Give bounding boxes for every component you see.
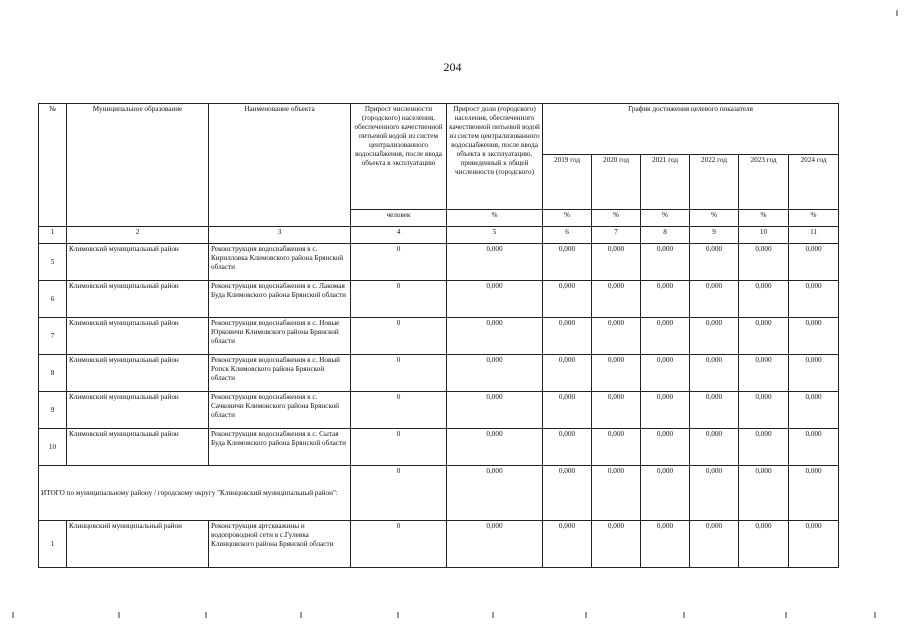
scan-artifact <box>683 612 685 618</box>
unit-year: % <box>690 210 739 227</box>
column-number: 8 <box>641 227 690 244</box>
unit-share: % <box>447 210 543 227</box>
total-label: ИТОГО по муниципальному району / городскому округу "Клинцовский муниципальный район": <box>39 466 351 521</box>
row-index: 6 <box>39 281 67 318</box>
header-population-growth: Прирост численности (городского) населения, обеспеченного качественной питьевой водой из систем централизованного водоснабжения, после ввода объекта в эксплуатацию <box>351 104 447 210</box>
row-municipality: Климовский муниципальный район <box>67 244 209 281</box>
unit-year: % <box>789 210 839 227</box>
table-row <box>39 392 839 429</box>
header-row-top <box>39 104 839 155</box>
row-share: 0,000 <box>447 521 543 568</box>
table-row <box>39 355 839 392</box>
column-number: 9 <box>690 227 739 244</box>
unit-year: % <box>592 210 641 227</box>
total-year-value: 0,000 <box>543 466 592 521</box>
column-number: 4 <box>351 227 447 244</box>
scan-artifact <box>12 612 14 618</box>
row-year-value: 0,000 <box>739 355 789 392</box>
row-year-value: 0,000 <box>543 429 592 466</box>
header-no: № <box>39 104 67 227</box>
column-number: 11 <box>789 227 839 244</box>
row-population: 0 <box>351 355 447 392</box>
row-object: Реконструкция водоснабжения в с. Сытая Буда Климовского района Брянской области <box>209 429 351 466</box>
header-year-2020: 2020 год <box>592 155 641 210</box>
header-schedule: График достижения целевого показателя <box>543 104 839 155</box>
row-object: Реконструкция водоснабжения в с. Новые Юрковичи Климовского района Брянской области <box>209 318 351 355</box>
row-population: 0 <box>351 429 447 466</box>
row-municipality: Климовский муниципальный район <box>67 318 209 355</box>
row-year-value: 0,000 <box>690 281 739 318</box>
row-share: 0,000 <box>447 244 543 281</box>
row-year-value: 0,000 <box>543 244 592 281</box>
row-year-value: 0,000 <box>739 281 789 318</box>
row-index: 8 <box>39 355 67 392</box>
row-object: Реконструкция водоснабжения в с. Новый Ропск Климовского района Брянской области <box>209 355 351 392</box>
total-year-value: 0,000 <box>592 466 641 521</box>
row-year-value: 0,000 <box>543 521 592 568</box>
row-year-value: 0,000 <box>690 318 739 355</box>
total-year-value: 0,000 <box>641 466 690 521</box>
header-year-2019: 2019 год <box>543 155 592 210</box>
row-year-value: 0,000 <box>690 355 739 392</box>
scan-artifact <box>300 612 302 618</box>
row-share: 0,000 <box>447 429 543 466</box>
row-year-value: 0,000 <box>592 318 641 355</box>
row-year-value: 0,000 <box>789 392 839 429</box>
row-year-value: 0,000 <box>592 392 641 429</box>
column-number: 5 <box>447 227 543 244</box>
row-index: 10 <box>39 429 67 466</box>
row-year-value: 0,000 <box>543 392 592 429</box>
row-share: 0,000 <box>447 281 543 318</box>
row-population: 0 <box>351 281 447 318</box>
row-year-value: 0,000 <box>592 429 641 466</box>
row-population: 0 <box>351 521 447 568</box>
row-object: Реконструкция водоснабжения в с. Сачковичи Климовского района Брянской области <box>209 392 351 429</box>
column-number: 7 <box>592 227 641 244</box>
row-year-value: 0,000 <box>789 429 839 466</box>
row-year-value: 0,000 <box>592 281 641 318</box>
total-population: 0 <box>351 466 447 521</box>
row-year-value: 0,000 <box>641 244 690 281</box>
row-year-value: 0,000 <box>641 355 690 392</box>
row-index: 1 <box>39 521 67 568</box>
row-year-value: 0,000 <box>641 281 690 318</box>
unit-population: человек <box>351 210 447 227</box>
row-index: 7 <box>39 318 67 355</box>
header-year-2024: 2024 год <box>789 155 839 210</box>
header-municipality: Муниципальное образование <box>67 104 209 227</box>
table-row <box>39 521 839 568</box>
total-row <box>39 466 839 521</box>
row-year-value: 0,000 <box>543 355 592 392</box>
row-year-value: 0,000 <box>592 355 641 392</box>
row-year-value: 0,000 <box>641 429 690 466</box>
row-year-value: 0,000 <box>690 244 739 281</box>
row-object: Реконструкция водоснабжения в с. Кирилловка Климовского района Брянской области <box>209 244 351 281</box>
column-number: 6 <box>543 227 592 244</box>
row-year-value: 0,000 <box>641 521 690 568</box>
row-year-value: 0,000 <box>739 392 789 429</box>
scan-artifact <box>896 10 898 16</box>
row-year-value: 0,000 <box>739 244 789 281</box>
row-municipality: Климовский муниципальный район <box>67 355 209 392</box>
row-year-value: 0,000 <box>789 318 839 355</box>
row-municipality: Климовский муниципальный район <box>67 392 209 429</box>
column-number: 10 <box>739 227 789 244</box>
row-year-value: 0,000 <box>592 244 641 281</box>
scan-artifact <box>118 612 120 618</box>
row-year-value: 0,000 <box>641 392 690 429</box>
row-population: 0 <box>351 244 447 281</box>
header-year-2023: 2023 год <box>739 155 789 210</box>
scan-artifact <box>785 612 787 618</box>
header-share-growth: Прирост доли (городского) населения, обеспеченного качественной питьевой водой из систем централизованного водоснабжения, после ввода объекта в эксплуатацию, приведенный к общей численности (городского) <box>447 104 543 210</box>
row-year-value: 0,000 <box>641 318 690 355</box>
row-object: Реконструкция водоснабжения в с. Лакомая Буда Климовского района Брянской области <box>209 281 351 318</box>
page-number: 204 <box>443 60 462 74</box>
total-year-value: 0,000 <box>690 466 739 521</box>
row-object: Реконструкция артскважины и водопроводной сети в с.Гулевка Клинцовского района Брянской области <box>209 521 351 568</box>
row-year-value: 0,000 <box>690 521 739 568</box>
table-row <box>39 318 839 355</box>
column-number: 1 <box>39 227 67 244</box>
row-municipality: Клинцовский муниципальный район <box>67 521 209 568</box>
row-year-value: 0,000 <box>739 318 789 355</box>
row-year-value: 0,000 <box>789 355 839 392</box>
row-year-value: 0,000 <box>690 392 739 429</box>
row-year-value: 0,000 <box>789 244 839 281</box>
row-population: 0 <box>351 392 447 429</box>
table-row <box>39 244 839 281</box>
row-index: 9 <box>39 392 67 429</box>
unit-year: % <box>641 210 690 227</box>
total-year-value: 0,000 <box>739 466 789 521</box>
table-row <box>39 429 839 466</box>
row-municipality: Климовский муниципальный район <box>67 281 209 318</box>
scan-artifact <box>397 612 399 618</box>
row-share: 0,000 <box>447 355 543 392</box>
target-indicator-table <box>38 103 839 568</box>
header-object-name: Наименование объекта <box>209 104 351 227</box>
row-municipality: Климовский муниципальный район <box>67 429 209 466</box>
unit-year: % <box>543 210 592 227</box>
column-number: 3 <box>209 227 351 244</box>
row-population: 0 <box>351 318 447 355</box>
total-share: 0,000 <box>447 466 543 521</box>
row-year-value: 0,000 <box>592 521 641 568</box>
row-year-value: 0,000 <box>543 281 592 318</box>
row-year-value: 0,000 <box>690 429 739 466</box>
scan-artifact <box>874 612 876 618</box>
unit-year: % <box>739 210 789 227</box>
column-number: 2 <box>67 227 209 244</box>
scan-artifact <box>585 612 587 618</box>
row-year-value: 0,000 <box>789 281 839 318</box>
scan-artifact <box>492 612 494 618</box>
row-year-value: 0,000 <box>543 318 592 355</box>
row-share: 0,000 <box>447 318 543 355</box>
row-share: 0,000 <box>447 392 543 429</box>
scan-artifact <box>205 612 207 618</box>
column-numbers-row <box>39 227 839 244</box>
row-year-value: 0,000 <box>739 429 789 466</box>
header-year-2022: 2022 год <box>690 155 739 210</box>
table-row <box>39 281 839 318</box>
header-year-2021: 2021 год <box>641 155 690 210</box>
total-year-value: 0,000 <box>789 466 839 521</box>
row-year-value: 0,000 <box>739 521 789 568</box>
row-year-value: 0,000 <box>789 521 839 568</box>
row-index: 5 <box>39 244 67 281</box>
